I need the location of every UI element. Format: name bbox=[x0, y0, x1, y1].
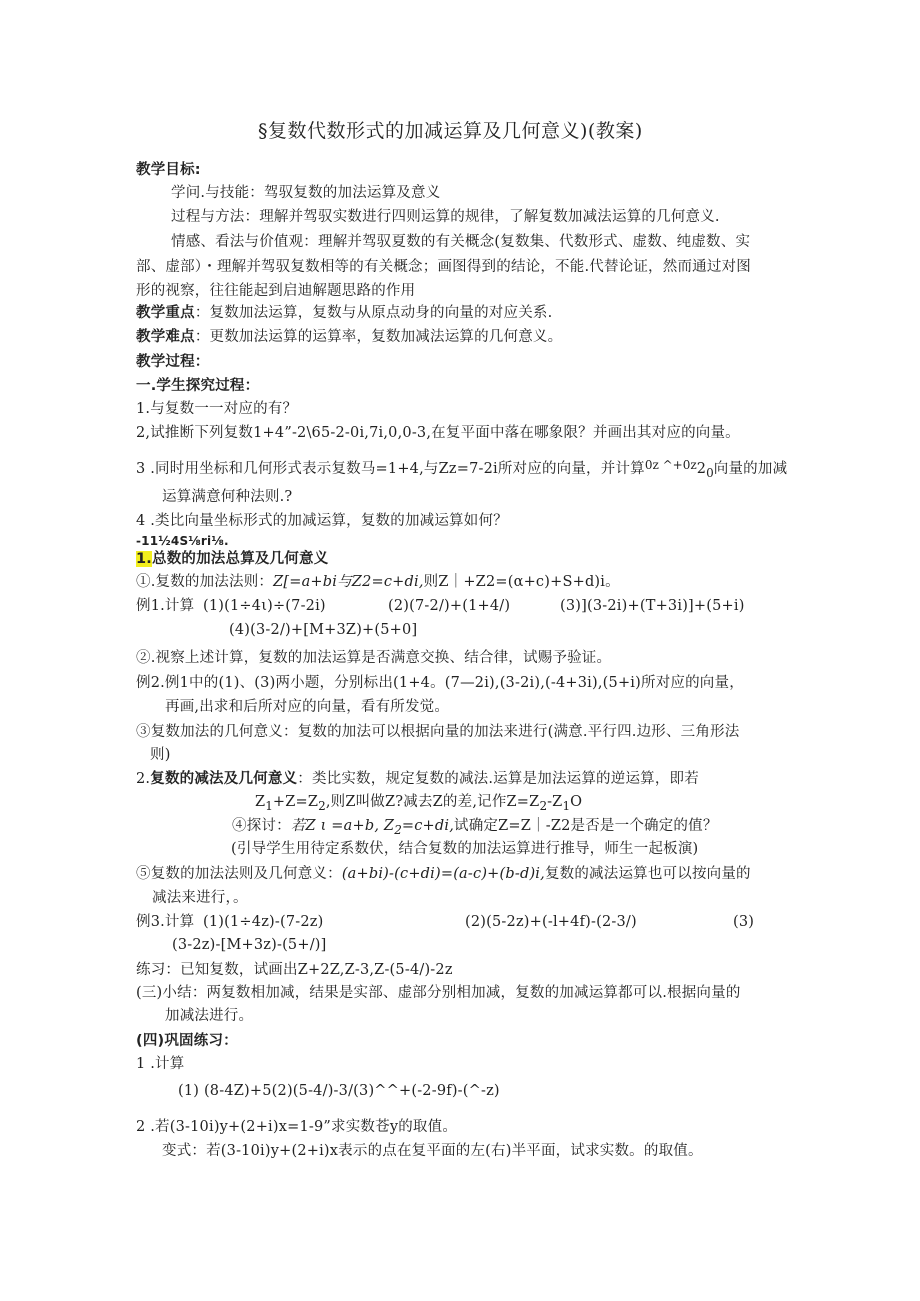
question-3-text: 3 .同时用坐标和几何形式表示复数马=1+4,与Zz=7-2i所对应的向量，并计算 bbox=[136, 461, 645, 477]
question-3-line2: 运算满意何种法则.? bbox=[162, 489, 293, 505]
consolidation-item-1-expression: (1) (8-4Z)+5(2)(5-4/)-3/(3)^^+(-2-9f)-(^-z) bbox=[178, 1083, 500, 1099]
variant-question: 变式：若(3-10i)y+(2+i)x表示的点在复平面的左(右)半平面，试求实数。的取值。 bbox=[162, 1143, 703, 1159]
section-2-title: 复数的减法及几何意义 bbox=[150, 771, 298, 787]
exploration bbox=[232, 816, 718, 840]
section1-heading: 一.学生探究过程： bbox=[136, 378, 260, 394]
subtraction-rule bbox=[136, 864, 751, 884]
exploration-formula-2: =c+di, bbox=[401, 818, 455, 834]
example-2-line1: 例2.例1中的(1)、(3)两小题，分别标出(1+4。(7—2i),(3-2i),(-4+3i),(5+i)所对应的向量， bbox=[136, 675, 744, 691]
example-1-part3: (3)](3-2i)+(T+3i)]+(5+i) bbox=[560, 598, 745, 614]
process-heading: 教学过程： bbox=[136, 354, 210, 370]
section-2-number: 2. bbox=[136, 771, 151, 787]
addition-rule-formula: Z[=a+bi与Z2=c+di, bbox=[273, 574, 424, 590]
subtraction-rule-text: 复数的减法运算也可以按向量的 bbox=[544, 866, 751, 882]
exploration-subscript: 2 bbox=[394, 822, 402, 837]
sub-def-s3: 2 bbox=[539, 798, 548, 813]
page-title: §复数代数形式的加减运算及几何意义)(教案) bbox=[258, 120, 643, 142]
section-2-text: ：类比实数，规定复数的减法.运算是加法运算的逆运算，即若 bbox=[297, 771, 699, 787]
difficulty bbox=[136, 327, 562, 347]
difficulty-label: 教学难点 bbox=[136, 329, 195, 345]
addition-rule bbox=[136, 572, 620, 592]
question-3-subscript: 0 bbox=[706, 466, 714, 480]
addition-rule-result: 则Z｜+Z2=(α+c)+S+d)i。 bbox=[423, 574, 620, 590]
subtraction-rule-label: ⑤复数的加法法则及几何意义： bbox=[136, 866, 342, 882]
goal-emotion-line1: 情感、看法与价值观：理解并驾驭夏数的有关概念(复数集、代数形式、虚数、纯虚数、实 bbox=[171, 234, 751, 250]
exploration-formula: 若Z ι =a+b, Z bbox=[290, 818, 395, 834]
example-1-part2: (2)(7-2/)+(1+4/) bbox=[388, 598, 511, 614]
sub-def-a: Z bbox=[255, 794, 266, 810]
key-point-text: ：复数加法运算，复数与从原点动身的向量的对应关系. bbox=[194, 305, 553, 321]
goal-emotion-line3: 形的视察，往往能起到启迪解题思路的作用 bbox=[136, 283, 416, 299]
example-3-label: 例3.计算 bbox=[136, 914, 195, 930]
goal-emotion-line2: 部、虚部）・理解并驾驭复数相等的有关概念；画图得到的结论，不能.代替论证，然而通过对图 bbox=[136, 259, 751, 275]
sub-def-d: -Z bbox=[547, 794, 563, 810]
section-2-heading bbox=[136, 769, 699, 789]
question-3 bbox=[136, 455, 787, 483]
goal-knowledge: 学问.与技能：驾驭复数的加法运算及意义 bbox=[171, 185, 441, 201]
example-1-part1: (1)(1÷4ι)÷(7-2i) bbox=[203, 598, 326, 614]
section-1-heading bbox=[136, 549, 328, 569]
addition-rule-label: ①.复数的加法法则： bbox=[136, 574, 274, 590]
summary-line2: 加减法进行。 bbox=[165, 1008, 254, 1024]
question-3-tail: 向量的加减 bbox=[713, 461, 788, 477]
sub-def-s4: 1 bbox=[562, 798, 571, 813]
consolidation-item-2: 2 .若(3-10i)y+(2+i)x=1-9”求实数苍y的取值。 bbox=[136, 1119, 458, 1135]
key-point bbox=[136, 303, 552, 323]
geometric-meaning-line1: ③复数加法的几何意义：复数的加法可以根据向量的加法来进行(满意.平行四.边形、三角形法 bbox=[136, 724, 740, 740]
section-1-title: 总数的加法总算及几何意义 bbox=[152, 551, 329, 567]
goal-process: 过程与方法：理解并驾驭实数进行四则运算的规律，了解复数加减法运算的几何意义. bbox=[171, 209, 720, 225]
difficulty-text: ：更数加法运算的运算率，复数加减法运算的几何意义。 bbox=[194, 329, 563, 345]
question-3-formula-2: 2 bbox=[696, 461, 707, 477]
question-4: 4 .类比向量坐标形式的加减运算，复数的加减运算如何？ bbox=[136, 513, 508, 529]
garbled-line: -11½4S⅛ri⅛. bbox=[136, 534, 229, 548]
example-3-part1: (1)(1÷4z)-(7-2z) bbox=[203, 914, 324, 930]
subtraction-rule-line2: 减法来进行，。 bbox=[152, 890, 248, 906]
question-3-formula: 0z ^+0z bbox=[644, 458, 697, 472]
consolidation-heading: (四)巩固练习： bbox=[136, 1033, 238, 1049]
observation-2: ②.视察上述计算，复数的加法运算是否满意交换、结合律，试赐予验证。 bbox=[136, 650, 612, 666]
sub-def-s1: 1 bbox=[265, 798, 273, 813]
key-point-label: 教学重点 bbox=[136, 305, 195, 321]
example-3-part2: (2)(5-2z)+(-l+4f)-(2-3/) bbox=[465, 914, 637, 930]
example-3-part4: (3-2z)-[M+3z)-(5+/)] bbox=[172, 937, 327, 953]
sub-def-e: O bbox=[570, 794, 583, 810]
subtraction-definition bbox=[255, 792, 582, 816]
section-1-number: 1. bbox=[136, 551, 152, 567]
subtraction-rule-formula: (a+bi)-(c+di)=(a-c)+(b-d)i, bbox=[341, 866, 545, 882]
example-1-label: 例1.计算 bbox=[136, 598, 195, 614]
guidance-note: (引导学生用待定系数伏，结合复数的加法运算进行推导，师生一起板演) bbox=[231, 841, 699, 857]
example-2-line2: 再画,出求和后所对应的向量，看有所发觉。 bbox=[165, 699, 450, 715]
practice: 练习：已知复数，试画出Z+2Z,Z-3,Z-(5-4/)-2z bbox=[136, 962, 453, 978]
summary-line1: (三)小结：两复数相加减，结果是实部、虚部分别相加减，复数的加减运算都可以.根据向量的 bbox=[136, 985, 741, 1001]
example-1-part4: (4)(3-2/)+[M+3Z)+(5+0] bbox=[229, 622, 418, 638]
goals-heading: 教学目标: bbox=[136, 162, 201, 178]
exploration-label: ④探讨： bbox=[232, 818, 291, 834]
exploration-question: 试确定Z=Z｜-Z2是否是一个确定的值？ bbox=[454, 818, 718, 834]
question-2: 2,试推断下列复数1+4”-2\65-2-0i,7i,0,0-3,在复平面中落在哪象限？并画出其对应的向量。 bbox=[136, 425, 740, 441]
sub-def-b: +Z=Z bbox=[272, 794, 319, 810]
sub-def-c: ,则Z叫做Z?减去Z的差,记作Z=Z bbox=[325, 794, 540, 810]
question-1: 1.与复数一一对应的有？ bbox=[136, 401, 298, 417]
geometric-meaning-line2: 则) bbox=[150, 747, 171, 763]
consolidation-item-1: 1 .计算 bbox=[136, 1056, 185, 1072]
example-3-part3: (3) bbox=[733, 914, 755, 930]
sub-def-s2: 2 bbox=[318, 798, 326, 813]
